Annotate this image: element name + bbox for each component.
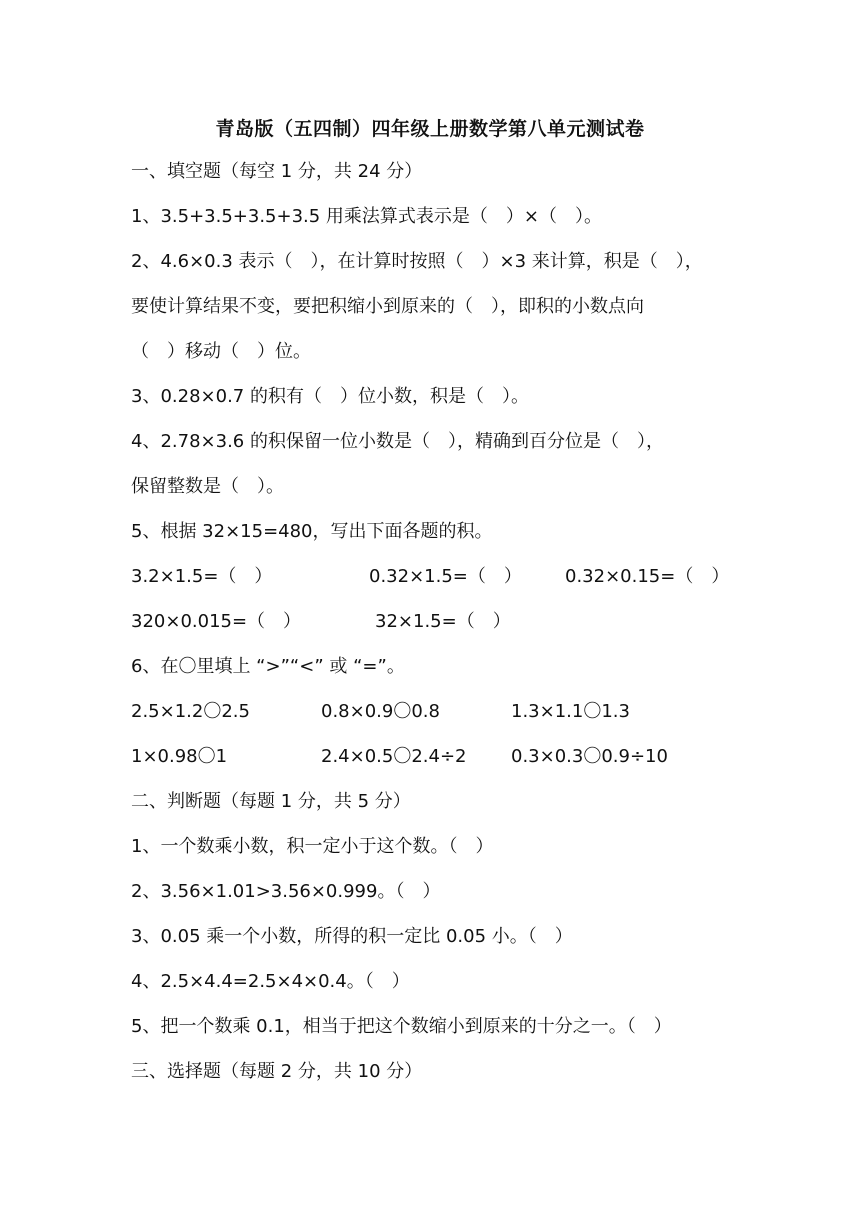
fill-question-2-line-1: 2、4.6×0.3 表示（ ），在计算时按照（ ）×3 来计算，积是（ ）， [131, 251, 703, 272]
fill-question-4-line-2: 保留整数是（ ）。 [131, 476, 284, 497]
q6-item: 0.8×0.9〇0.8 [321, 701, 440, 722]
section-heading-judge: 二、判断题（每题 1 分，共 5 分） [131, 791, 411, 812]
q6-item: 2.4×0.5〇2.4÷2 [321, 746, 467, 767]
q5-item: 0.32×0.15=（ ） [565, 566, 730, 587]
fill-question-4-line-1: 4、2.78×3.6 的积保留一位小数是（ ），精确到百分位是（ ）， [131, 431, 664, 452]
judge-question: 5、把一个数乘 0.1，相当于把这个数缩小到原来的十分之一。（ ） [131, 1016, 672, 1037]
q5-item: 0.32×1.5=（ ） [369, 566, 522, 587]
q5-item: 3.2×1.5=（ ） [131, 566, 273, 587]
section-heading-choice: 三、选择题（每题 2 分，共 10 分） [131, 1061, 423, 1082]
section-heading-fill: 一、填空题（每空 1 分，共 24 分） [131, 161, 423, 182]
q6-item: 0.3×0.3〇0.9÷10 [511, 746, 668, 767]
q6-item: 2.5×1.2〇2.5 [131, 701, 250, 722]
q5-item: 32×1.5=（ ） [375, 611, 511, 632]
q5-item: 320×0.015=（ ） [131, 611, 302, 632]
fill-question-6: 6、在〇里填上 “>”“<” 或 “=”。 [131, 656, 405, 677]
q6-item: 1×0.98〇1 [131, 746, 228, 767]
judge-question: 3、0.05 乘一个小数，所得的积一定比 0.05 小。（ ） [131, 926, 573, 947]
q6-item: 1.3×1.1〇1.3 [511, 701, 630, 722]
fill-question-3: 3、0.28×0.7 的积有（ ）位小数，积是（ ）。 [131, 386, 529, 407]
fill-question-2-line-3: （ ）移动（ ）位。 [131, 341, 311, 362]
page-title: 青岛版（五四制）四年级上册数学第八单元测试卷 [215, 118, 645, 140]
judge-question: 1、一个数乘小数，积一定小于这个数。（ ） [131, 836, 494, 857]
fill-question-2-line-2: 要使计算结果不变，要把积缩小到原来的（ ），即积的小数点向 [131, 296, 644, 317]
judge-question: 4、2.5×4.4=2.5×4×0.4。（ ） [131, 971, 410, 992]
judge-question: 2、3.56×1.01>3.56×0.999。（ ） [131, 881, 441, 902]
fill-question-5: 5、根据 32×15=480，写出下面各题的积。 [131, 521, 493, 542]
fill-question-1: 1、3.5+3.5+3.5+3.5 用乘法算式表示是（ ）×（ ）。 [131, 206, 603, 227]
